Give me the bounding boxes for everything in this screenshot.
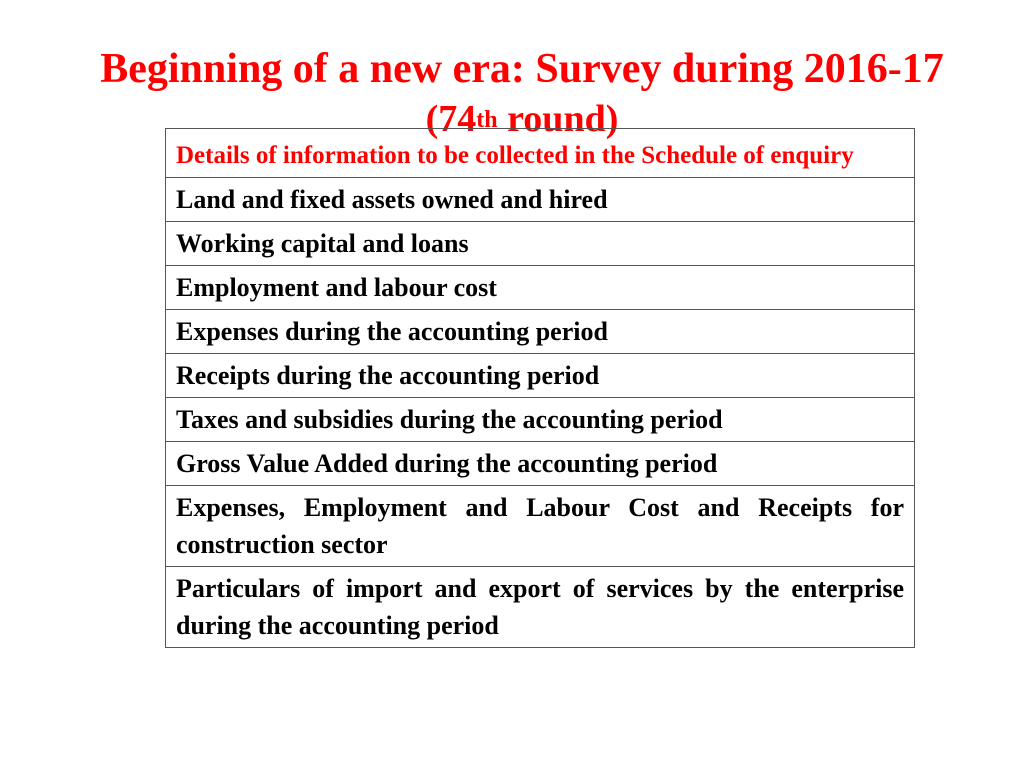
table-cell: Employment and labour cost	[166, 266, 915, 310]
round-prefix: (74	[425, 98, 477, 140]
schedule-table	[165, 128, 915, 648]
table-header-cell: Details of information to be collected in the Schedule of enquiry	[166, 129, 915, 178]
table-cell: Particulars of import and export of services by the enterprise during the accounting period	[166, 567, 915, 648]
slide-title-line1: Beginning of a new era: Survey during 2016-17	[100, 46, 944, 92]
table-cell: Gross Value Added during the accounting period	[166, 442, 915, 486]
table-row	[166, 178, 915, 222]
table-row	[166, 567, 915, 648]
round-superscript: th	[476, 107, 498, 133]
table-row	[166, 354, 915, 398]
table-row	[166, 222, 915, 266]
table-cell: Receipts during the accounting period	[166, 354, 915, 398]
table-row	[166, 486, 915, 567]
table-cell: Working capital and loans	[166, 222, 915, 266]
round-suffix: round)	[497, 98, 619, 140]
table-cell: Expenses during the accounting period	[166, 310, 915, 354]
table-cell: Expenses, Employment and Labour Cost and Receipts for construction sector	[166, 486, 915, 567]
schedule-table-container	[165, 128, 915, 648]
slide-title	[0, 44, 1024, 94]
table-cell: Land and fixed assets owned and hired	[166, 178, 915, 222]
table-row	[166, 398, 915, 442]
table-row	[166, 266, 915, 310]
table-row	[166, 442, 915, 486]
table-header-row	[166, 129, 915, 178]
table-cell: Taxes and subsidies during the accounting period	[166, 398, 915, 442]
table-row	[166, 310, 915, 354]
